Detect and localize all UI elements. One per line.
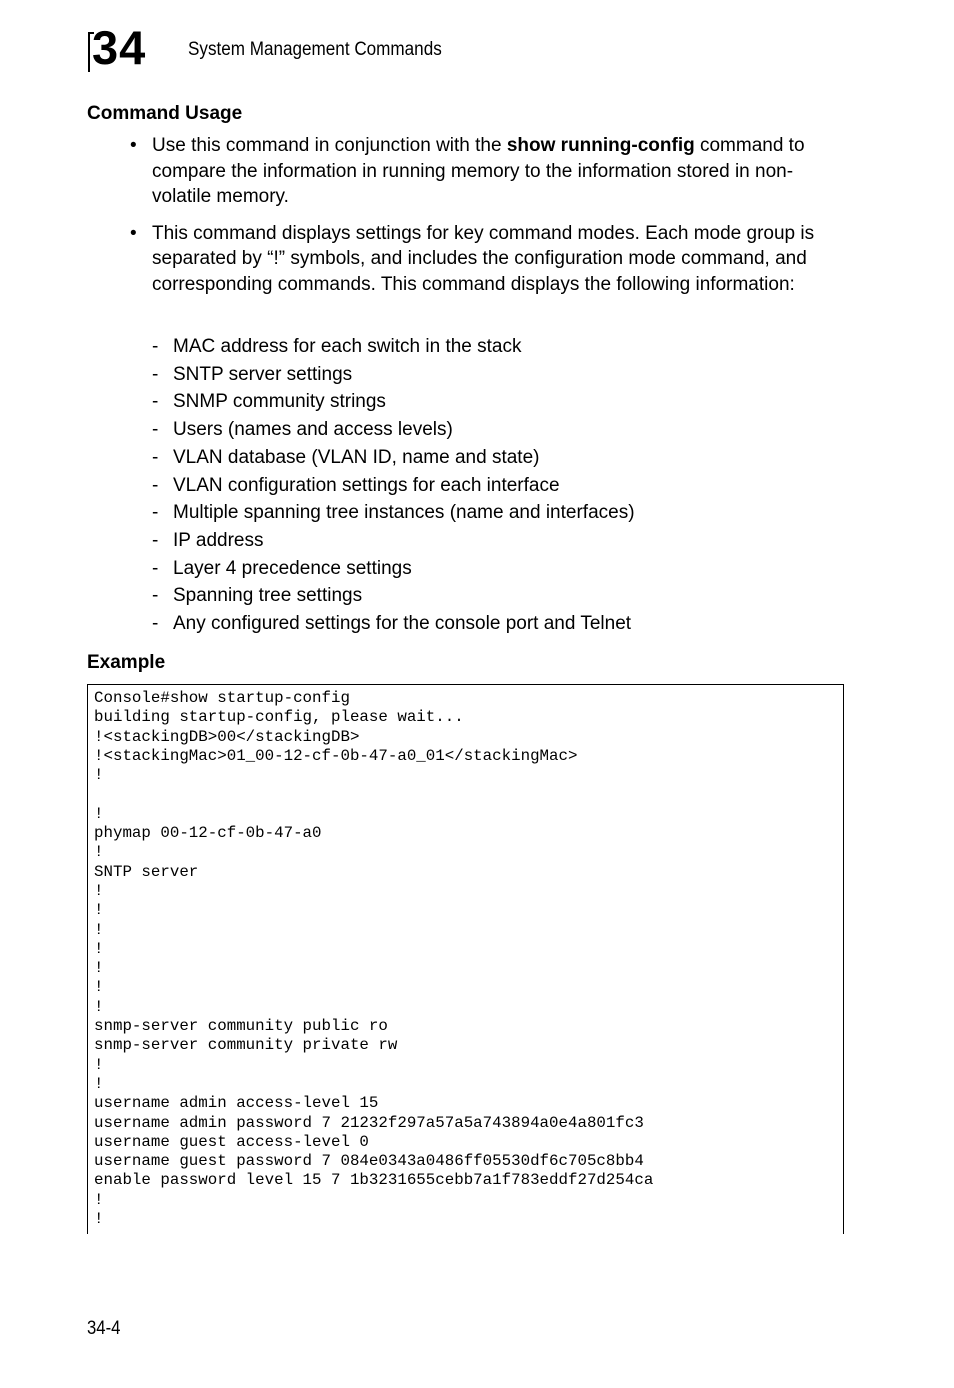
info-list-item: [152, 499, 635, 527]
info-list-text: MAC address for each switch in the stack: [173, 336, 522, 357]
info-list: [152, 333, 635, 638]
code-line: !: [94, 997, 104, 1016]
code-line: !<stackingMac>01_00-12-cf-0b-47-a0_01</stackingMac>: [94, 746, 578, 765]
info-list-item: [152, 555, 635, 583]
info-list-text: VLAN configuration settings for each interface: [173, 474, 560, 496]
code-line: !: [94, 1210, 104, 1229]
bullet-text: command to compare the information in running memory to the information stored in non-volatile memory.: [152, 135, 805, 207]
bullet-text: Use this command in conjunction with the: [152, 135, 507, 156]
code-line: building startup-config, please wait...: [94, 708, 464, 727]
bullet-mark: •: [130, 222, 137, 244]
code-line: !: [94, 1074, 104, 1093]
code-line: SNTP server: [94, 862, 199, 881]
code-line: snmp-server community private rw: [94, 1036, 398, 1055]
code-line: !: [94, 939, 104, 958]
info-list-item: [152, 472, 635, 500]
info-list-text: SNTP server settings: [173, 363, 353, 385]
dash-mark: -: [152, 474, 159, 496]
page-number: 34-4: [87, 1318, 121, 1339]
bullet-mark: •: [130, 135, 137, 156]
info-list-text: Multiple spanning tree instances (name and interfaces): [173, 502, 635, 524]
usage-bullet: [130, 133, 846, 210]
chapter-number: 34: [92, 21, 147, 74]
info-list-item: [152, 333, 635, 361]
code-example: [87, 684, 844, 1234]
code-line: !: [94, 766, 104, 785]
dash-mark: -: [152, 419, 159, 441]
code-line: !: [94, 978, 104, 997]
info-list-item: [152, 444, 635, 472]
dash-mark: -: [152, 391, 159, 413]
info-list-text: IP address: [173, 529, 264, 551]
code-line: username guest access-level 0: [94, 1132, 369, 1151]
code-line: !: [94, 920, 104, 939]
usage-bullets: [130, 133, 846, 308]
code-line: username admin password 7 21232f297a57a5a743894a0e4a801fc3: [94, 1113, 644, 1132]
code-line: !: [94, 881, 104, 900]
code-line: snmp-server community public ro: [94, 1017, 388, 1036]
code-line: username admin access-level 15: [94, 1094, 379, 1113]
dash-mark: -: [152, 557, 159, 579]
header-title: System Management Commands: [188, 39, 442, 60]
info-list-item: [152, 527, 635, 555]
info-list-text: VLAN database (VLAN ID, name and state): [173, 446, 540, 468]
dash-mark: -: [152, 502, 159, 524]
dash-mark: -: [152, 446, 159, 468]
info-list-item: [152, 582, 635, 610]
example-heading: Example: [87, 652, 166, 673]
bullet-text: This command displays settings for key command modes. Each mode group is separated by “!” symbols, and includes the configuration mode command, and corresponding commands. This command displays the following information:: [152, 222, 815, 295]
code-line: !: [94, 1055, 104, 1074]
info-list-text: Layer 4 precedence settings: [173, 557, 412, 579]
code-line: Console#show startup-config: [94, 689, 350, 707]
info-list-item: [152, 610, 635, 638]
code-line: !: [94, 1190, 104, 1209]
dash-mark: -: [152, 363, 159, 385]
info-list-item: [152, 416, 635, 444]
dash-mark: -: [152, 613, 159, 635]
code-line: !: [94, 901, 104, 920]
info-list-item: [152, 361, 635, 389]
info-list-text: SNMP community strings: [173, 391, 386, 413]
dash-mark: -: [152, 336, 159, 357]
code-lines: [88, 685, 843, 1229]
code-line: !: [94, 843, 104, 862]
info-list-text: Users (names and access levels): [173, 419, 453, 441]
code-line: !: [94, 959, 104, 978]
code-line: !<stackingDB>00</stackingDB>: [94, 727, 360, 746]
code-line: username guest password 7 084e0343a0486ff05530df6c705c8bb4: [94, 1152, 644, 1171]
code-line: [94, 785, 843, 804]
code-line: enable password level 15 7 1b3231655cebb7a1f783eddf27d254ca: [94, 1171, 654, 1190]
dash-mark: -: [152, 529, 159, 551]
info-list-item: [152, 388, 635, 416]
usage-bullet: [130, 221, 846, 298]
code-line: phymap 00-12-cf-0b-47-a0: [94, 824, 322, 843]
dash-mark: -: [152, 585, 159, 607]
info-list-text: Spanning tree settings: [173, 585, 363, 607]
command-usage-heading: Command Usage: [87, 103, 243, 124]
code-line: !: [94, 804, 104, 823]
command-name: show running-config: [506, 135, 695, 156]
info-list-text: Any configured settings for the console port and Telnet: [173, 613, 632, 635]
